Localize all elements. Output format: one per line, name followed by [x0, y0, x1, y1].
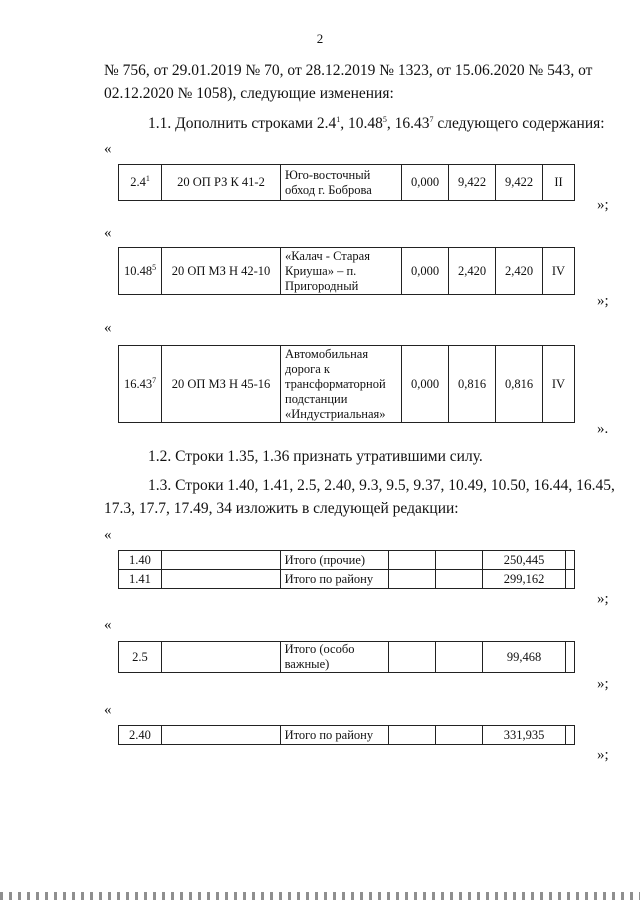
- row-number: 2.40: [119, 726, 162, 745]
- empty-cell: [436, 570, 483, 589]
- table-f: [118, 725, 575, 745]
- row-total: 331,935: [483, 726, 566, 745]
- row-name: Итого (прочие): [280, 551, 389, 570]
- value-2: 2,420: [449, 248, 496, 295]
- value-1: 0,000: [402, 346, 449, 423]
- table-d: [118, 550, 575, 589]
- empty-cell: [566, 570, 575, 589]
- empty-cell: [566, 726, 575, 745]
- item-1-2: 1.2. Строки 1.35, 1.36 признать утратившими силу.: [148, 448, 483, 465]
- item-1-1-prefix: 1.1. Дополнить строками 2.4: [148, 115, 337, 132]
- empty-cell: [566, 642, 575, 673]
- empty-cell: [566, 551, 575, 570]
- close-quote-a: »;: [597, 197, 609, 213]
- row-number: $2.4^1$: [119, 165, 162, 201]
- value-1: 0,000: [402, 165, 449, 201]
- road-code: 20 ОП РЗ К 41-2: [162, 165, 281, 201]
- empty-cell: [436, 642, 483, 673]
- value-3: 2,420: [496, 248, 543, 295]
- row-number: 2.5: [119, 642, 162, 673]
- value-3: 9,422: [496, 165, 543, 201]
- row-number: 10.48$^5$: [119, 248, 162, 295]
- close-quote-f: »;: [597, 747, 609, 763]
- category: II: [543, 165, 575, 201]
- item-1-1-sup1: 1: [336, 114, 341, 124]
- table-a: [118, 164, 575, 201]
- empty-cell: [161, 570, 280, 589]
- empty-cell: [161, 551, 280, 570]
- page-number: 2: [316, 31, 324, 46]
- open-quote-e: «: [104, 617, 112, 633]
- row-total: 299,162: [483, 570, 566, 589]
- road-name: «Калач - Старая Криуша» – п. Пригородный: [281, 248, 402, 295]
- open-quote-c: «: [104, 320, 112, 336]
- intro-line-2: 02.12.2020 № 1058), следующие изменения:: [104, 85, 394, 102]
- empty-cell: [389, 551, 436, 570]
- table-row: [119, 248, 575, 295]
- item-1-1-sup3: 7: [429, 114, 434, 124]
- empty-cell: [161, 642, 280, 673]
- category: IV: [543, 248, 575, 295]
- item-1-3-line-1: 1.3. Строки 1.40, 1.41, 2.5, 2.40, 9.3, 9.5, 9.37, 10.49, 10.50, 16.44, 16.45,: [148, 477, 615, 494]
- row-number: 1.40: [119, 551, 162, 570]
- close-quote-e: »;: [597, 676, 609, 692]
- row-number: 1.41: [119, 570, 162, 589]
- table-row: [119, 346, 575, 423]
- item-1-1-mid2: , 16.43: [386, 115, 430, 132]
- open-quote-d: «: [104, 527, 112, 543]
- table-row: [119, 165, 575, 201]
- road-code: 20 ОП МЗ Н 42-10: [162, 248, 281, 295]
- table-row: [119, 726, 575, 745]
- value-1: 0,000: [402, 248, 449, 295]
- table-c: [118, 345, 575, 423]
- table-row: [119, 570, 575, 589]
- table-e: [118, 641, 575, 673]
- road-code: 20 ОП МЗ Н 45-16: [162, 346, 281, 423]
- row-total: 250,445: [483, 551, 566, 570]
- empty-cell: [389, 570, 436, 589]
- item-1-1: [148, 113, 605, 135]
- item-1-3-line-2: 17.3, 17.7, 17.49, 34 изложить в следующей редакции:: [104, 500, 459, 517]
- open-quote-a: «: [104, 141, 112, 157]
- open-quote-f: «: [104, 702, 112, 718]
- road-name: Автомобильная дорога к трансформаторной подстанции «Индустриальная»: [281, 346, 402, 423]
- open-quote-b: «: [104, 225, 112, 241]
- empty-cell: [389, 726, 436, 745]
- close-quote-c: ».: [597, 421, 609, 437]
- table-row: [119, 642, 575, 673]
- table-b: [118, 247, 575, 295]
- item-1-1-sup2: 5: [382, 114, 387, 124]
- empty-cell: [436, 551, 483, 570]
- empty-cell: [161, 726, 280, 745]
- value-2: 9,422: [449, 165, 496, 201]
- item-1-1-suffix: следующего содержания:: [433, 115, 605, 132]
- row-number: 16.43$^7$: [119, 346, 162, 423]
- value-3: 0,816: [496, 346, 543, 423]
- row-name: Итого (особо важные): [280, 642, 389, 673]
- empty-cell: [389, 642, 436, 673]
- scan-edge-marks: [0, 892, 640, 900]
- empty-cell: [436, 726, 483, 745]
- table-row: [119, 551, 575, 570]
- road-name: Юго-восточный обход г. Боброва: [281, 165, 402, 201]
- category: IV: [543, 346, 575, 423]
- close-quote-b: »;: [597, 293, 609, 309]
- close-quote-d: »;: [597, 591, 609, 607]
- row-total: 99,468: [483, 642, 566, 673]
- value-2: 0,816: [449, 346, 496, 423]
- row-name: Итого по району: [280, 726, 389, 745]
- row-name: Итого по району: [280, 570, 389, 589]
- intro-line-1: № 756, от 29.01.2019 № 70, от 28.12.2019 № 1323, от 15.06.2020 № 543, от: [104, 62, 593, 79]
- item-1-1-mid1: , 10.48: [340, 115, 383, 132]
